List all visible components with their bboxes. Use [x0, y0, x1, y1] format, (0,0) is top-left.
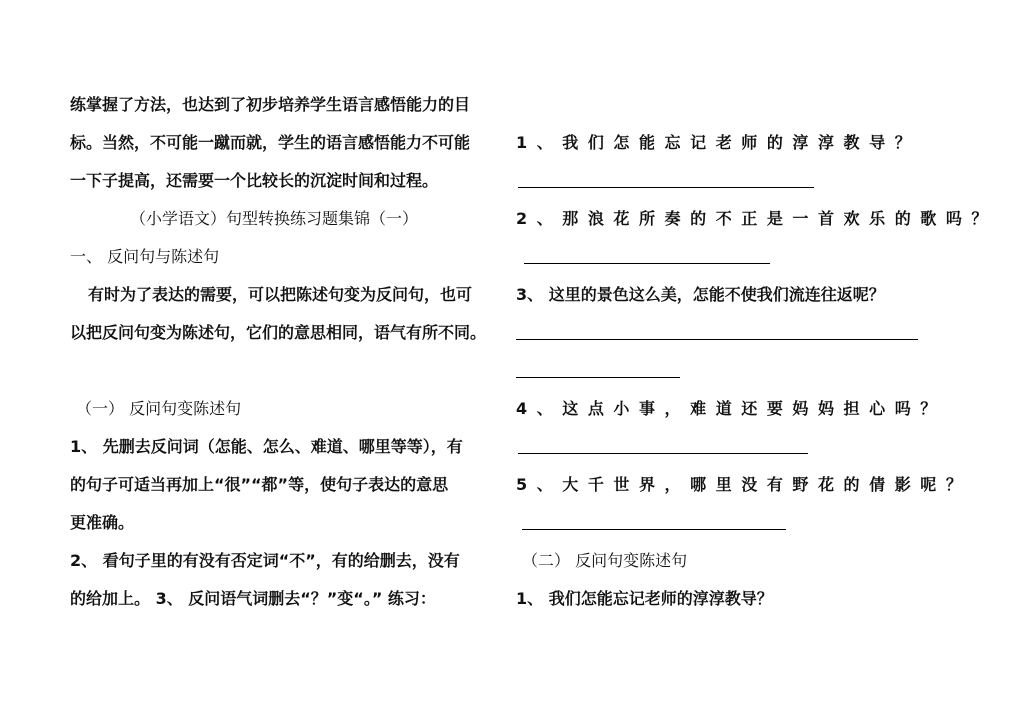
rule-line: 2、 看句子里的有没有否定词“不”，有的给删去，没有	[70, 551, 460, 570]
subsection-heading: （二） 反问句变陈述句	[522, 551, 688, 570]
document-title: （小学语文）句型转换练习题集锦（一）	[130, 209, 419, 228]
rule-line: 更准确。	[70, 513, 135, 532]
intro-line: 以把反问句变为陈述句，它们的意思相同，语气有所不同。	[70, 323, 487, 342]
rule-line: 的给加上。 3、 反问语气词删去“？”变“。” 练习：	[70, 589, 436, 608]
answer-blank[interactable]	[522, 529, 786, 530]
rule-line: 1、 先删去反问词（怎能、怎么、难道、哪里等等），有	[70, 437, 463, 456]
rule-line: 的句子可适当再加上“很”“都”等，使句子表达的意思	[70, 475, 449, 494]
answer-blank[interactable]	[518, 453, 808, 454]
answer-blank[interactable]	[518, 187, 814, 188]
subsection-heading: （一） 反问句变陈述句	[76, 399, 242, 418]
paragraph-line: 一下子提高，还需要一个比较长的沉淀时间和过程。	[70, 171, 439, 190]
exercise-question: 1、 我们怎能忘记老师的淳淳教导？	[516, 589, 773, 608]
exercise-question: 5 、 大 千 世 界 ， 哪 里 没 有 野 花 的 倩 影 呢 ？	[516, 475, 964, 494]
exercise-question: 3、 这里的景色这么美，怎能不使我们流连往返呢？	[516, 285, 885, 304]
answer-blank[interactable]	[524, 263, 770, 264]
answer-blank[interactable]	[516, 377, 680, 378]
answer-blank[interactable]	[516, 339, 918, 340]
paragraph-line: 标。当然，不可能一蹴而就，学生的语言感悟能力不可能	[70, 133, 471, 152]
exercise-question: 1 、 我 们 怎 能 忘 记 老 师 的 淳 淳 教 导 ？	[516, 133, 913, 152]
paragraph-line: 练掌握了方法，也达到了初步培养学生语言感悟能力的目	[70, 95, 471, 114]
section-heading: 一、 反问句与陈述句	[70, 247, 220, 266]
exercise-question: 2 、 那 浪 花 所 奏 的 不 正 是 一 首 欢 乐 的 歌 吗 ？	[516, 209, 990, 228]
intro-line: 有时为了表达的需要，可以把陈述句变为反问句，也可	[88, 285, 473, 304]
exercise-question: 4 、 这 点 小 事 ， 难 道 还 要 妈 妈 担 心 吗 ？	[516, 399, 939, 418]
